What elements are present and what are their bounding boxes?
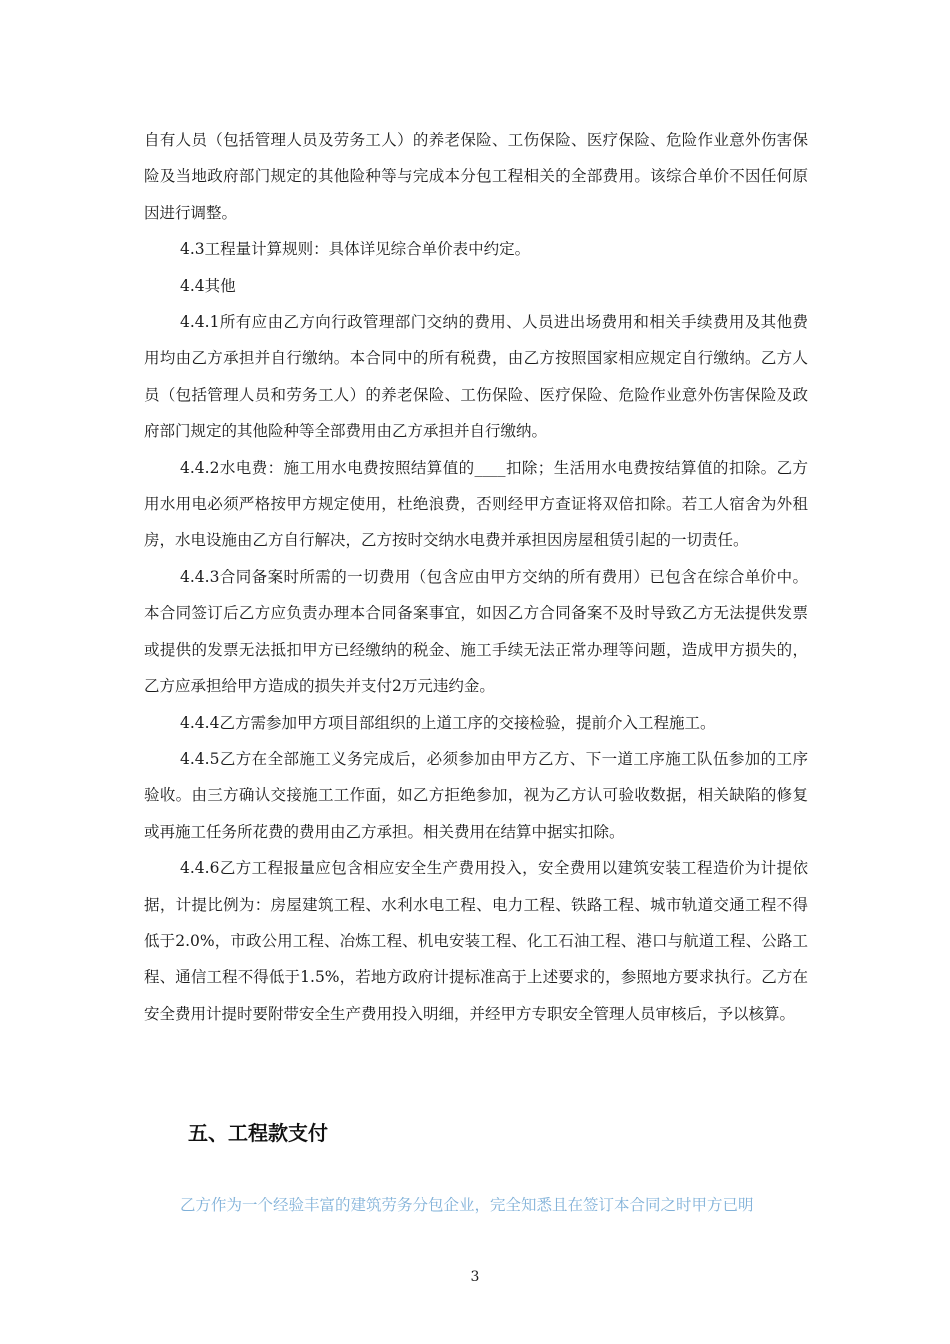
paragraph-continuation: 自有人员（包括管理人员及劳务工人）的养老保险、工伤保险、医疗保险、危险作业意外伤害保险及当地政府部门规定的其他险种等与完成本分包工程相关的全部费用。该综合单价不因任何原因进行调整。	[144, 131, 808, 222]
paragraph-4-3: 4.3工程量计算规则：具体详见综合单价表中约定。	[180, 240, 531, 259]
paragraph-4-4-4: 4.4.4乙方需参加甲方项目部组织的上道工序的交接检验，提前介入工程施工。	[180, 713, 716, 732]
paragraph-4-4: 4.4其他	[180, 276, 236, 295]
document-body	[144, 122, 808, 1032]
page-number: 3	[470, 1269, 480, 1285]
paragraph-4-4-3: 4.4.3合同备案时所需的一切费用（包含应由甲方交纳的所有费用）已包含在综合单价中。本合同签订后乙方应负责办理本合同备案事宜，如因乙方合同备案不及时导致乙方无法提供发票或提供的发票无法抵扣甲方已经缴纳的税金、施工手续无法正常办理等问题，造成甲方损失的，乙方应承担给甲方造成的损失并支付2万元违约金。	[144, 567, 808, 696]
paragraph-4-4-5: 4.4.5乙方在全部施工义务完成后，必须参加由甲方乙方、下一道工序施工队伍参加的工序验收。由三方确认交接施工工作面，如乙方拒绝参加，视为乙方认可验收数据，相关缺陷的修复或再施工任务所花费的费用由乙方承担。相关费用在结算中据实扣除。	[144, 749, 808, 841]
paragraph-4-4-2: 4.4.2水电费：施工用水电费按照结算值的____扣除；生活用水电费按结算值的扣除。乙方用水用电必须严格按甲方规定使用，杜绝浪费，否则经甲方查证将双倍扣除。若工人宿舍为外租房，水电设施由乙方自行解决，乙方按时交纳水电费并承担因房屋租赁引起的一切责任。	[144, 458, 808, 550]
paragraph-4-4-1: 4.4.1所有应由乙方向行政管理部门交纳的费用、人员进出场费用和相关手续费用及其他费用均由乙方承担并自行缴纳。本合同中的所有税费，由乙方按照国家相应规定自行缴纳。乙方人员（包括管理人员和劳务工人）的养老保险、工伤保险、医疗保险、危险作业意外伤害保险及政府部门规定的其他险种等全部费用由乙方承担并自行缴纳。	[144, 313, 808, 441]
section-heading: 五、工程款支付	[188, 1121, 328, 1145]
paragraph-4-4-6: 4.4.6乙方工程报量应包含相应安全生产费用投入，安全费用以建筑安装工程造价为计提依据，计提比例为：房屋建筑工程、水利水电工程、电力工程、铁路工程、城市轨道交通工程不得低于2.0%，市政公用工程、冶炼工程、机电安装工程、化工石油工程、港口与航道工程、公路工程、通信工程不得低于1.5%，若地方政府计提标准高于上述要求的，参照地方要求执行。乙方在安全费用计提时要附带安全生产费用投入明细，并经甲方专职安全管理人员审核后，予以核算。	[144, 859, 808, 1023]
blue-paragraph: 乙方作为一个经验丰富的建筑劳务分包企业，完全知悉且在签订本合同之时甲方已明	[180, 1196, 754, 1214]
